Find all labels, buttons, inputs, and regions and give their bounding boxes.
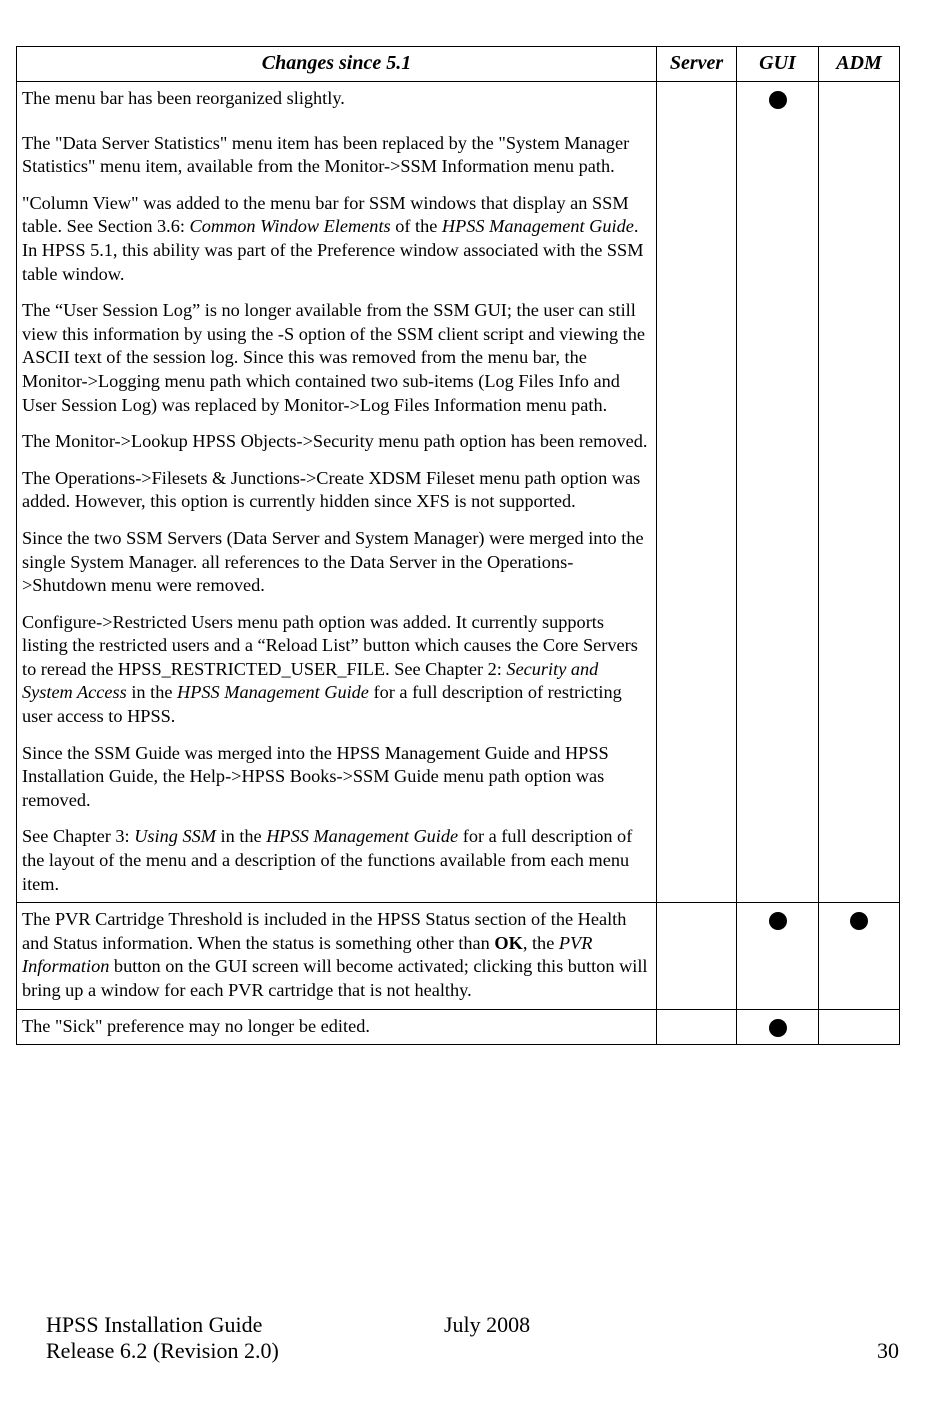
bullet-marker-icon <box>850 912 868 930</box>
text-run: Since the SSM Guide was merged into the HPSS Management Guide and HPSS Installation Guide, the Help->HPSS Books->SSM Guide menu path option was removed. <box>22 742 609 810</box>
italic-text: HPSS Management Guide <box>266 826 459 847</box>
footer-doc-title: HPSS Installation Guide <box>46 1312 263 1337</box>
changes-table <box>16 46 900 1045</box>
bullet-marker-icon <box>769 912 787 930</box>
adm-marker-cell <box>819 903 900 1009</box>
gui-marker-cell <box>737 82 819 903</box>
italic-text: PVR Information <box>22 932 593 977</box>
footer-page-number: 30 <box>877 1338 899 1363</box>
table-row <box>17 1009 900 1045</box>
change-paragraph <box>22 527 650 598</box>
text-run: The Operations->Filesets & Junctions->Create XDSM Fileset menu path option was added. However, this option is currently hidden since XFS is not supported. <box>22 467 641 512</box>
change-paragraph <box>22 132 650 179</box>
text-run: , the <box>522 932 559 953</box>
change-description <box>17 903 657 1009</box>
change-paragraph <box>22 611 650 729</box>
italic-text: HPSS Management Guide <box>177 682 369 703</box>
text-run: "Column View" was added to the menu bar for SSM windows that display an SSM table. See Section 3.6: <box>22 192 629 237</box>
text-run: See Chapter 3: <box>22 826 135 847</box>
change-paragraph <box>22 825 650 896</box>
header-adm: ADM <box>819 47 900 82</box>
text-run: . In HPSS 5.1, this ability was part of the Preference window associated with the SSM table window. <box>22 216 644 284</box>
table-row <box>17 903 900 1009</box>
adm-marker-cell <box>819 1009 900 1045</box>
text-run: The “User Session Log” is no longer available from the SSM GUI; the user can still view this information by using the -S option of the SSM client script and viewing the ASCII text of the session log. Since this was removed from the menu bar, the Monitor->Logging menu path which contained two sub-items (Log Files Info and User Session Log) was replaced by Monitor->Log Files Information menu path. <box>22 300 646 415</box>
footer-release: Release 6.2 (Revision 2.0) <box>46 1338 279 1363</box>
text-run: The "Sick" preference may no longer be edited. <box>22 1015 370 1036</box>
header-gui: GUI <box>737 47 819 82</box>
change-description <box>17 82 657 903</box>
change-paragraph <box>22 430 650 454</box>
bullet-marker-icon <box>769 1019 787 1037</box>
gui-marker-cell <box>737 903 819 1009</box>
change-paragraph <box>22 467 650 514</box>
text-run: of the <box>390 216 442 237</box>
change-paragraph <box>22 908 650 1002</box>
bullet-marker-icon <box>769 91 787 109</box>
text-run: The "Data Server Statistics" menu item has been replaced by the "System Manager Statistics" menu item, available from the Monitor->SSM Information menu path. <box>22 132 630 177</box>
change-paragraph <box>22 299 650 417</box>
italic-text: Security and System Access <box>22 658 599 703</box>
server-marker-cell <box>657 82 737 903</box>
text-run: The PVR Cartridge Threshold is included in the HPSS Status section of the Health and Status information. When the status is something other than <box>22 909 627 953</box>
change-description <box>17 1009 657 1045</box>
text-run: button on the GUI screen will become activated; clicking this button will bring up a window for each PVR cartridge that is not healthy. <box>22 956 648 1000</box>
server-marker-cell <box>657 1009 737 1045</box>
server-marker-cell <box>657 903 737 1009</box>
header-changes: Changes since 5.1 <box>17 47 657 82</box>
text-run: The Monitor->Lookup HPSS Objects->Security menu path option has been removed. <box>22 431 648 452</box>
text-run: for a full description of restricting user access to HPSS. <box>22 682 622 727</box>
text-run: The menu bar has been reorganized slightly. <box>22 88 345 108</box>
gui-marker-cell <box>737 1009 819 1045</box>
table-header-row <box>17 47 900 82</box>
change-paragraph <box>22 1015 650 1039</box>
adm-marker-cell <box>819 82 900 903</box>
change-paragraph <box>22 192 650 286</box>
text-run: Configure->Restricted Users menu path option was added. It currently supports listing the restricted users and a “Reload List” button which causes the Core Servers to reread the HPSS_RESTRICTED_USER_FILE. See Chapter 2: <box>22 611 638 679</box>
italic-text: Common Window Elements <box>189 216 391 237</box>
bold-text: OK <box>494 932 523 953</box>
change-paragraph <box>22 87 650 111</box>
italic-text: Using SSM <box>134 826 216 847</box>
header-server: Server <box>657 47 737 82</box>
text-run: for a full description of the layout of the menu and a description of the functions available from each menu item. <box>22 826 633 894</box>
change-paragraph <box>22 742 650 813</box>
table-row <box>17 82 900 903</box>
footer-date: July 2008 <box>444 1312 531 1337</box>
text-run: Since the two SSM Servers (Data Server and System Manager) were merged into the single System Manager. all references to the Data Server in the Operations->Shutdown menu were removed. <box>22 527 644 596</box>
italic-text: HPSS Management Guide <box>441 216 634 237</box>
text-run: in the <box>126 682 178 703</box>
text-run: in the <box>215 826 267 847</box>
